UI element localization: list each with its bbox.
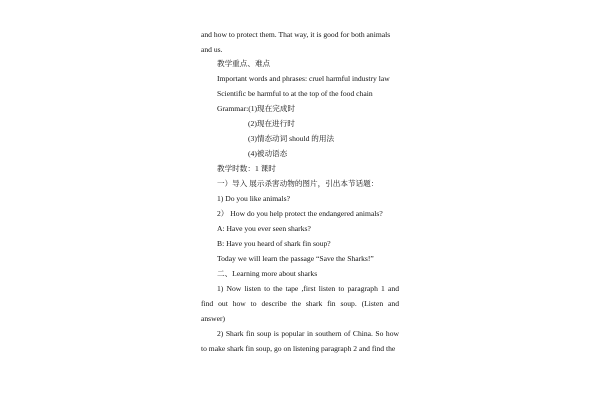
- teaching-hours-line: 教学时数：1 课时: [217, 164, 276, 173]
- text-line-1: and how to protect them. That way, it is good for both animals: [201, 30, 391, 39]
- section-1-heading: 一）导入 展示杀害动物的图片，引出本节话题：: [217, 179, 379, 188]
- section-2-heading: 二、Learning more about sharks: [217, 269, 318, 278]
- lesson-intro-line: Today we will learn the passage “Save the Sharks!”: [217, 254, 374, 263]
- instruction-2-line: 2) Shark fin soup is popular in southern of China. So how: [217, 329, 399, 338]
- instruction-2-continued-line: to make shark fin soup, go on listening paragraph 2 and find the: [201, 344, 396, 353]
- dialogue-b-line: B: Have you heard of shark fin soup?: [217, 239, 331, 248]
- question-1-line: 1) Do you like animals?: [217, 194, 290, 203]
- phrases-line: Scientific be harmful to at the top of the food chain: [217, 89, 373, 98]
- instruction-1-line: 1) Now listen to the tape ,first listen to paragraph 1 and: [217, 284, 399, 293]
- question-2-line: 2） How do you help protect the endangered animals?: [217, 209, 383, 218]
- instruction-1-continued-line: find out how to describe the shark fin soup. (Listen and: [201, 299, 399, 308]
- important-words-line: Important words and phrases: cruel harmful industry law: [217, 74, 390, 83]
- grammar-line-2: (2)现在进行时: [248, 119, 295, 128]
- grammar-line-4: (4)被动语态: [248, 149, 288, 158]
- grammar-line-1: Grammar:(1)现在完成时: [217, 104, 296, 113]
- text-line-2: and us.: [201, 45, 223, 54]
- answer-line: answer): [201, 314, 226, 323]
- dialogue-a-line: A: Have you ever seen sharks?: [217, 224, 311, 233]
- teaching-focus-heading: 教学重点、难点: [217, 59, 271, 68]
- grammar-line-3: (3)情态动词 should 的用法: [248, 134, 335, 143]
